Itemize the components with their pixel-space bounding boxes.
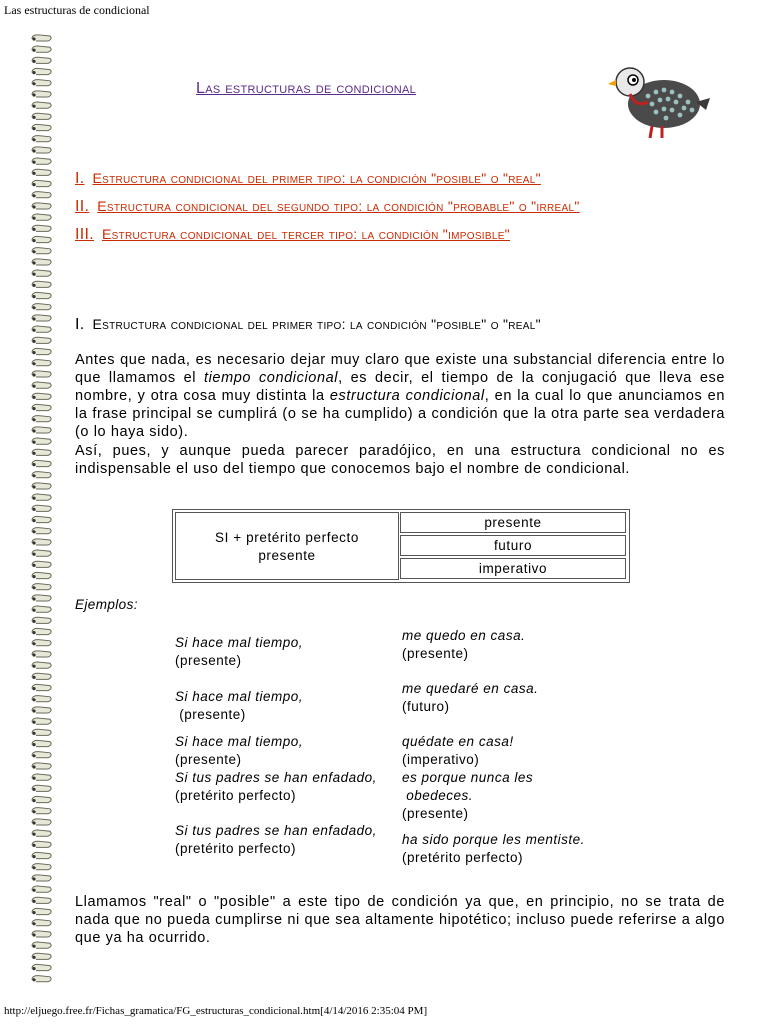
examples-label: Ejemplos: (75, 597, 138, 612)
example-clause: Si tus padres se han enfadado, (175, 823, 377, 838)
example-clause: obedeces. (402, 788, 474, 803)
page-title[interactable]: Las estructuras de condicional (196, 80, 417, 97)
example-clause: Si hace mal tiempo, (175, 734, 304, 749)
example-clause: es porque nunca les (402, 770, 534, 785)
example-tense: (presente) (402, 646, 469, 661)
example-tense: (presente) (175, 752, 242, 767)
page-footer-url: http://eljuego.free.fr/Fichas_gramatica/FG_estructuras_condicional.htm[4/14/2016 2:35:04 PM] (4, 1005, 428, 1017)
toc-text: Estructura condicional del tercer tipo: la condición "imposible" (101, 226, 510, 242)
toc-link-1[interactable] (75, 170, 541, 188)
structure-condition-line: SI + pretérito perfecto (215, 530, 359, 545)
page-header-title: Las estructuras de condicional (4, 3, 150, 17)
toc-number: II. (75, 198, 90, 215)
example-clause: me quedo en casa. (402, 628, 526, 643)
structure-result-cell: presente (400, 512, 626, 533)
example-clause: ha sido porque les mentiste. (402, 832, 585, 847)
toc-link-3[interactable] (75, 226, 510, 244)
toc-link-2[interactable] (75, 198, 580, 216)
toc-text: Estructura condicional del primer tipo: la condición "posible" o "real" (92, 170, 541, 186)
bird-illustration (606, 62, 710, 142)
example-tense: (futuro) (402, 699, 450, 714)
example-tense: (presente) (175, 707, 246, 722)
section-text: Estructura condicional del primer tipo: la condición "posible" o "real" (92, 316, 541, 332)
intro-term: estructura condicional (329, 388, 485, 404)
closing-paragraph: Llamamos "real" o "posible" a este tipo de condición ya que, en principio, no se trata de nada que no pueda cumplirse ni que sea altamente hipotético; incluso puede referirse a algo que ya ha ocurrido. (75, 894, 725, 946)
structure-table (172, 509, 630, 583)
intro-paragraph-2: Así, pues, y aunque pueda parecer paradójico, en una estructura condicional no es indispensable el uso del tiempo que conocemos bajo el nombre de condicional. (75, 443, 725, 477)
intro-term: tiempo condicional (203, 370, 339, 386)
example-clause: Si hace mal tiempo, (175, 689, 304, 704)
intro-text: , es decir, el tiempo de la conjugació que lleva ese nombre, y otra cosa muy distinta la (75, 370, 725, 404)
section-heading (75, 316, 541, 334)
example-tense: (presente) (175, 653, 242, 668)
example-condition (175, 688, 303, 724)
example-condition (175, 634, 303, 670)
structure-condition-line: presente (258, 548, 316, 563)
structure-result-cell: imperativo (400, 558, 626, 579)
example-result (402, 680, 538, 716)
example-tense: (pretérito perfecto) (175, 788, 297, 803)
example-result (402, 769, 533, 823)
example-clause: Si hace mal tiempo, (175, 635, 304, 650)
example-tense: (presente) (402, 806, 469, 821)
example-tense: (pretérito perfecto) (175, 841, 297, 856)
toc-number: III. (75, 226, 94, 243)
toc-number: I. (75, 170, 85, 187)
example-condition (175, 769, 377, 805)
example-result (402, 733, 514, 769)
example-clause: me quedaré en casa. (402, 681, 539, 696)
example-tense: (pretérito perfecto) (402, 850, 524, 865)
example-clause: Si tus padres se han enfadado, (175, 770, 377, 785)
intro-text: Antes que nada, es necesario dejar muy claro que existe una substancial diferencia entre lo que llamamos el (75, 352, 725, 386)
example-condition (175, 822, 377, 858)
example-result (402, 831, 585, 867)
structure-condition-cell (175, 512, 399, 580)
intro-text: , en la cual lo que anunciamos en la frase principal se cumplirá (o se ha cumplido) a condición que la otra parte sea verdadera (o lo haya sido). (75, 388, 725, 440)
section-number: I. (75, 316, 85, 333)
example-result (402, 627, 525, 663)
example-condition (175, 733, 303, 769)
intro-paragraph (75, 351, 725, 441)
structure-result-cell: futuro (400, 535, 626, 556)
example-tense: (imperativo) (402, 752, 480, 767)
toc-text: Estructura condicional del segundo tipo: la condición "probable" o "irreal" (97, 198, 580, 214)
example-clause: quédate en casa! (402, 734, 514, 749)
